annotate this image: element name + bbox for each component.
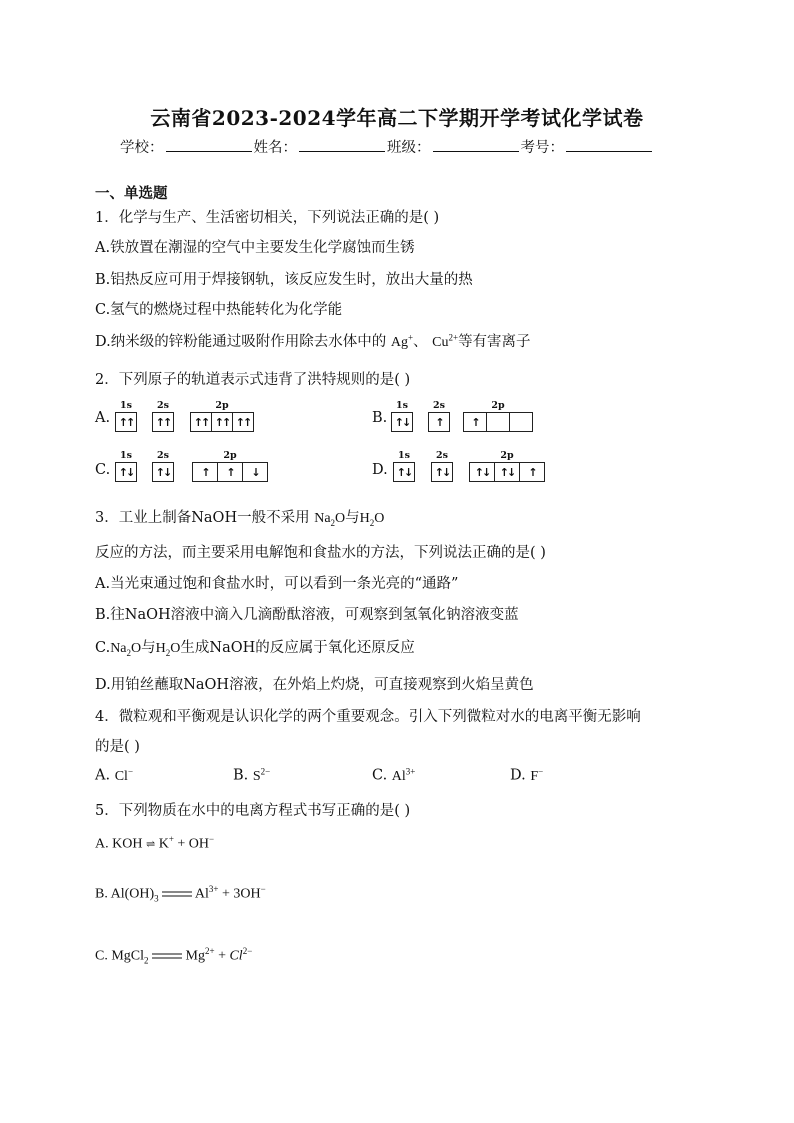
school-label: 学校：: [120, 140, 164, 156]
name-label: 姓名：: [253, 140, 297, 156]
s-ion: $S^{2-}$: [252, 766, 271, 784]
na2o-formula: $Na_2O$: [314, 511, 346, 528]
q3-stem-continued: 反应的方法，而主要采用电解饱和食盐水的方法，下列说法正确的是( ): [95, 545, 546, 561]
exam-no-label: 考号：: [520, 140, 564, 156]
section-heading: 一、单选题: [95, 185, 168, 202]
q3-option-d: D.用铂丝蘸取NaOH溶液，在外焰上灼烧，可直接观察到火焰呈黄色: [95, 677, 534, 693]
h2o-formula: $H_2O$: [155, 641, 181, 658]
q1-stem: 1．化学与生产、生活密切相关，下列说法正确的是( ): [95, 210, 440, 226]
ag-ion: Ag+: [390, 332, 414, 350]
q5-option-a: A. KOH ⇌ K+ + OH−: [95, 834, 215, 852]
orbital-cell: ↑: [435, 415, 443, 429]
orbital-cell: ↑: [464, 413, 487, 431]
q2-option-b-label: B.: [372, 410, 388, 426]
q1-d-text: D.纳米级的锌粉能通过吸附作用除去水体中的: [95, 334, 387, 350]
orbital-cell: ↑↓: [394, 415, 410, 429]
equals-sign-icon: [162, 888, 192, 900]
q4-stem-continued: 的是( ): [95, 739, 140, 755]
orbital-cell: ↑↑: [155, 415, 171, 429]
q1-option-b: B.铝热反应可用于焊接钢轨，该反应发生时，放出大量的热: [95, 272, 473, 288]
exam-title: 云南省2023-2024学年高二下学期开学考试化学试卷: [150, 106, 644, 130]
q1-option-a: A.铁放置在潮湿的空气中主要发生化学腐蚀而生锈: [95, 240, 415, 256]
q2-option-c-label: C.: [95, 462, 111, 478]
q4-option-d: D. F−: [510, 766, 544, 784]
orbital-cell: ↑↓: [495, 463, 520, 481]
student-info-line: [120, 136, 654, 157]
q2-option-a-label: A.: [95, 410, 111, 426]
q5-option-c: C. MgCl$_2$ $Mg^{2+} + Cl^{2-}$: [95, 946, 253, 966]
q2-option-d-label: D.: [372, 462, 388, 478]
q3-stem: 3．工业上制备NaOH一般不采用 $Na_2O$与$H_2O$: [95, 510, 385, 528]
orbital-cell: ↑↑: [235, 415, 251, 429]
reversible-arrow-icon: ⇌: [145, 838, 156, 851]
al-ion: $Al^{3+}$: [391, 766, 416, 784]
q1-option-d: [95, 330, 531, 351]
q5-option-b: B. $Al(OH)_3$ $Al^{3+} + 3OH^-$: [95, 884, 266, 904]
q3-option-b: B.往NaOH溶液中滴入几滴酚酞溶液，可观察到氢氧化钠溶液变蓝: [95, 607, 519, 623]
orbital-cell: [510, 413, 532, 431]
exam-no-blank: [566, 137, 652, 152]
q4-stem: 4．微粒观和平衡观是认识化学的两个重要观念。引入下列微粒对水的电离平衡无影响: [95, 709, 641, 725]
orbital-cell: ↑↓: [396, 465, 412, 479]
orbital-cell: ↑↓: [434, 465, 450, 479]
f-ion: F−: [530, 766, 544, 784]
q4-option-a: A. Cl−: [95, 766, 134, 784]
cl-ion: Cl−: [114, 766, 134, 784]
orbital-cell: ↑: [528, 465, 536, 479]
orbital-cell: ↑↓: [470, 463, 495, 481]
orbital-cell: ↑: [218, 463, 243, 481]
orbital-cell: ↑↑: [118, 415, 134, 429]
equals-sign-icon: [152, 950, 182, 962]
separator: 、: [413, 334, 428, 350]
class-blank: [433, 137, 519, 152]
orbital-cell: ↑↑: [212, 413, 233, 431]
orbital-cell: ↓: [251, 465, 259, 479]
orbital-cell: ↑↓: [155, 465, 171, 479]
q4-option-b: B. $S^{2-}$: [233, 766, 271, 784]
na2o-formula: $Na_2O$: [110, 641, 142, 658]
q1-option-c: C.氢气的燃烧过程中热能转化为化学能: [95, 302, 343, 318]
q3-option-c: $C.Na_2O$与$H_2O$生成NaOH的反应属于氧化还原反应: [95, 640, 415, 658]
q4-option-c: C. $Al^{3+}$: [372, 766, 416, 784]
q1-d-tail: 等有害离子: [458, 334, 531, 350]
orbital-cell: [487, 413, 510, 431]
class-label: 班级：: [387, 140, 431, 156]
q5-stem: 5．下列物质在水中的电离方程式书写正确的是( ): [95, 803, 411, 819]
q2-stem: 2．下列原子的轨道表示式违背了洪特规则的是( ): [95, 372, 411, 388]
cu-ion: $Cu^{2+}$: [432, 332, 459, 350]
h2o-formula: $H_2O$: [359, 511, 385, 528]
school-blank: [166, 137, 252, 152]
q3-option-a: A.当光束通过饱和食盐水时，可以看到一条光亮的“通路”: [95, 576, 459, 592]
name-blank: [299, 137, 385, 152]
orbital-cell: ↑↓: [118, 465, 134, 479]
orbital-cell: ↑↑: [191, 413, 212, 431]
orbital-cell: ↑: [193, 463, 218, 481]
